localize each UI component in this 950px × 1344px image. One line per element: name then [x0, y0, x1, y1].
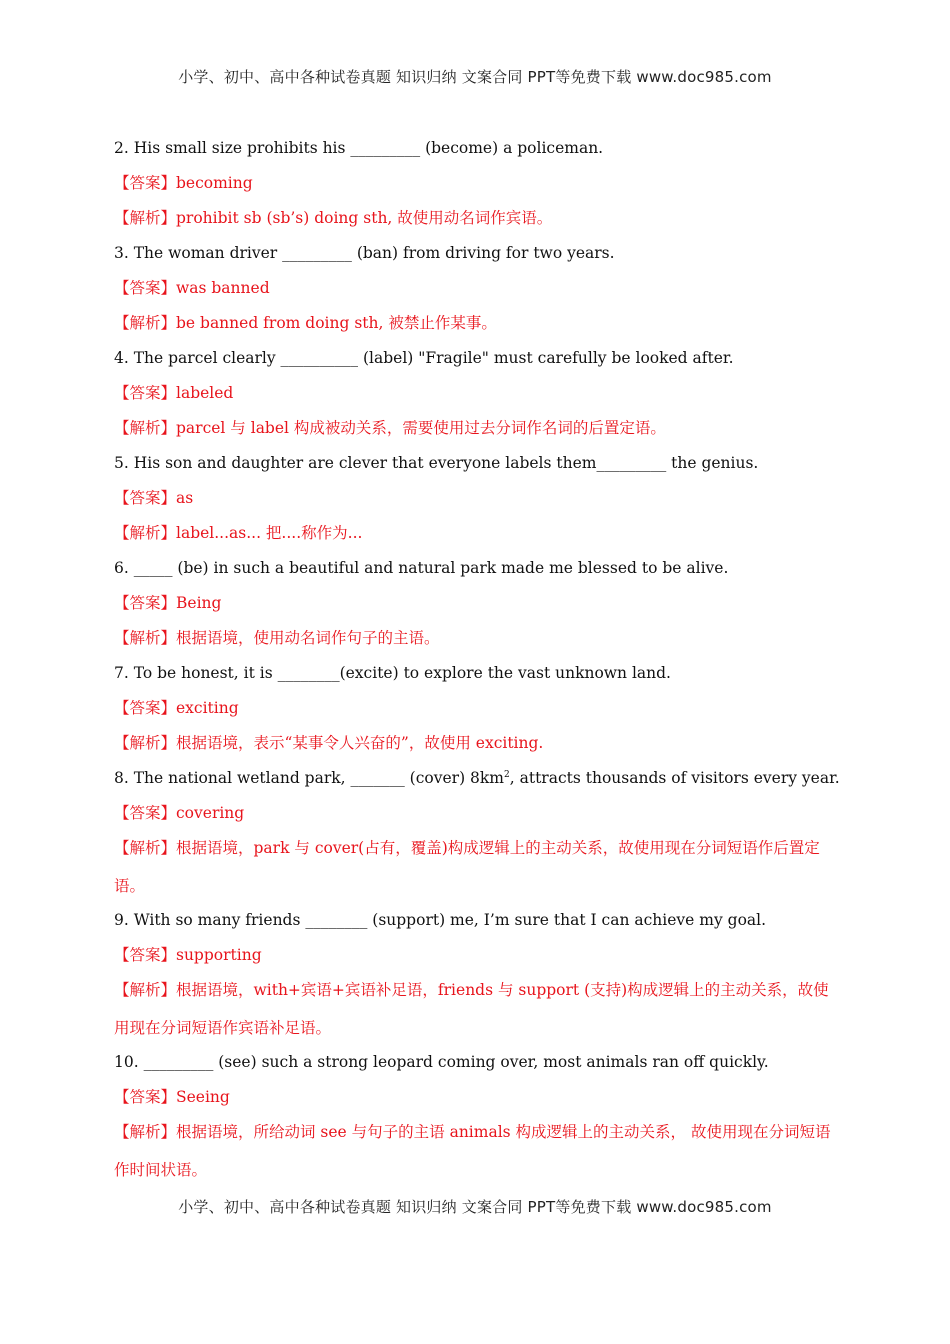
question-2: 2. His small size prohibits his _________ (become) a policeman. [114, 139, 604, 157]
question-5: 5. His son and daughter are clever that everyone labels them_________ the genius. [114, 454, 759, 472]
exercise-list [114, 138, 838, 1194]
answer-7: 【答案】exciting [114, 699, 239, 717]
question-9: 9. With so many friends ________ (support) me, I’m sure that I can achieve my goal. [114, 911, 767, 929]
explanation-5: 【解析】label...as... 把....称作为... [114, 524, 363, 542]
answer-8: 【答案】covering [114, 804, 245, 822]
answer-6: 【答案】Being [114, 594, 222, 612]
header-banner: 小学、初中、高中各种试卷真题 知识归纳 文案合同 PPT等免费下载 www.doc985.com [178, 68, 772, 86]
footer-banner: 小学、初中、高中各种试卷真题 知识归纳 文案合同 PPT等免费下载 www.doc985.com [178, 1198, 772, 1216]
answer-10: 【答案】Seeing [114, 1088, 230, 1106]
explanation-2: 【解析】prohibit sb (sb’s) doing sth, 故使用动名词作宾语。 [114, 209, 553, 227]
explanation-8: 【解析】根据语境，park 与 cover(占有，覆盖)构成逻辑上的主动关系，故使用现在分词短语作后置定语。 [114, 839, 820, 895]
question-10: 10. _________ (see) such a strong leopard coming over, most animals ran off quickly. [114, 1053, 769, 1071]
explanation-6: 【解析】根据语境，使用动名词作句子的主语。 [114, 629, 440, 647]
question-6: 6. _____ (be) in such a beautiful and natural park made me blessed to be alive. [114, 559, 729, 577]
superscript-exponent: 2 [504, 769, 510, 780]
explanation-7: 【解析】根据语境，表示“某事令人兴奋的”，故使用 exciting. [114, 734, 544, 752]
explanation-10: 【解析】根据语境，所给动词 see 与句子的主语 animals 构成逻辑上的主动关系， 故使用现在分词短语作时间状语。 [114, 1123, 831, 1179]
explanation-4: 【解析】parcel 与 label 构成被动关系，需要使用过去分词作名词的后置定语。 [114, 419, 666, 437]
question-8-text: 8. The national wetland park, _______ (cover) 8km [114, 769, 505, 787]
question-4: 4. The parcel clearly __________ (label) "Fragile" must carefully be looked after. [114, 349, 734, 367]
answer-2: 【答案】becoming [114, 174, 253, 192]
question-7: 7. To be honest, it is ________(excite) to explore the vast unknown land. [114, 664, 671, 682]
explanation-9: 【解析】根据语境，with+宾语+宾语补足语，friends 与 support (支持)构成逻辑上的主动关系，故使用现在分词短语作宾语补足语。 [114, 981, 829, 1037]
answer-9: 【答案】supporting [114, 946, 262, 964]
answer-4: 【答案】labeled [114, 384, 234, 402]
answer-5: 【答案】as [114, 489, 194, 507]
question-8-text-end: , attracts thousands of visitors every year. [509, 769, 840, 787]
explanation-3: 【解析】be banned from doing sth, 被禁止作某事。 [114, 314, 497, 332]
question-8 [114, 768, 840, 788]
answer-3: 【答案】was banned [114, 279, 270, 297]
question-3: 3. The woman driver _________ (ban) from driving for two years. [114, 244, 615, 262]
